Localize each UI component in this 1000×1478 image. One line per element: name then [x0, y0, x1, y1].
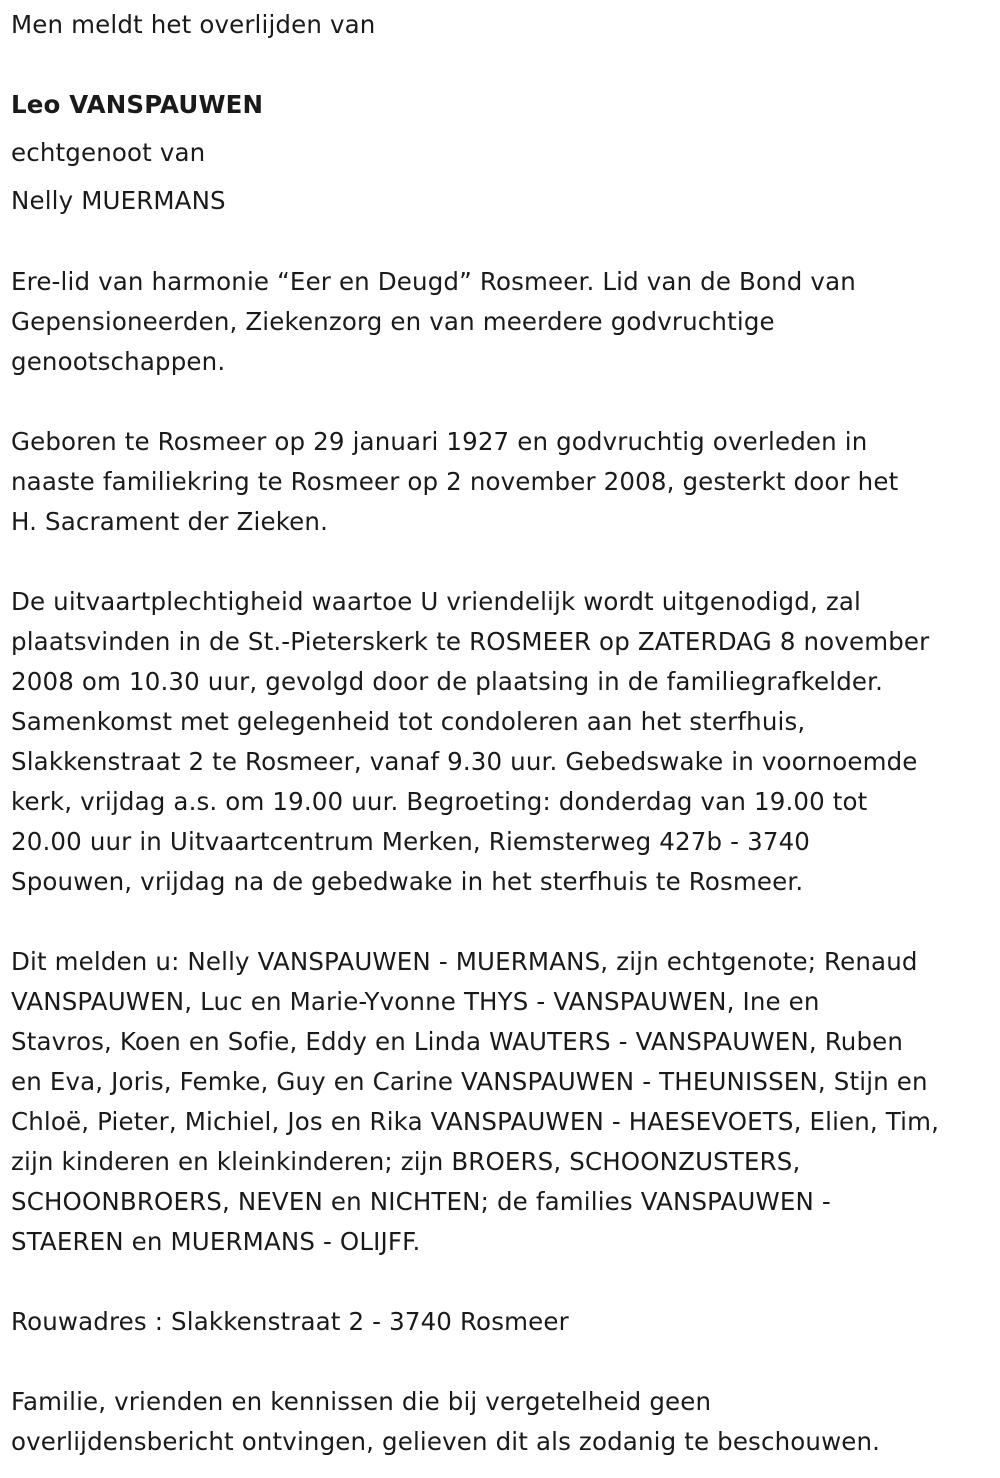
spouse-name: Nelly MUERMANS: [11, 186, 226, 215]
paragraph-line: De uitvaartplechtigheid waartoe U vriendelijk wordt uitgenodigd, zal: [11, 587, 861, 616]
paragraph-line: 2008 om 10.30 uur, gevolgd door de plaatsing in de familiegrafkelder.: [11, 667, 884, 696]
deceased-name: [11, 85, 993, 125]
announcement-header: [11, 5, 993, 221]
paragraph-line: en Eva, Joris, Femke, Guy en Carine VANSPAUWEN - THEUNISSEN, Stijn en: [11, 1067, 928, 1096]
spouse-relation: echtgenoot van: [11, 138, 206, 167]
paragraph-line: SCHOONBROERS, NEVEN en NICHTEN; de families VANSPAUWEN -: [11, 1187, 831, 1216]
paragraph-line: Gepensioneerden, Ziekenzorg en van meerdere godvruchtige: [11, 307, 775, 336]
paragraph-address: [11, 1302, 993, 1342]
paragraph-line: H. Sacrament der Zieken.: [11, 507, 329, 536]
paragraph-line: Ere-lid van harmonie “Eer en Deugd” Rosmeer. Lid van de Bond van: [11, 267, 856, 296]
paragraph-line: VANSPAUWEN, Luc en Marie-Yvonne THYS - VANSPAUWEN, Ine en: [11, 987, 820, 1016]
paragraph-line: Samenkomst met gelegenheid tot condoleren aan het sterfhuis,: [11, 707, 806, 736]
paragraph-line: STAEREN en MUERMANS - OLIJFF.: [11, 1227, 421, 1256]
paragraph-closing: [11, 1382, 993, 1462]
paragraph-line: Spouwen, vrijdag na de gebedwake in het sterfhuis te Rosmeer.: [11, 867, 804, 896]
paragraph-line: naaste familiekring te Rosmeer op 2 november 2008, gesterkt door het: [11, 467, 899, 496]
paragraph-birth-death: [11, 422, 993, 542]
paragraph-line: Stavros, Koen en Sofie, Eddy en Linda WAUTERS - VANSPAUWEN, Ruben: [11, 1027, 904, 1056]
paragraph-funeral: [11, 582, 993, 902]
intro-text: Men meldt het overlijden van: [11, 10, 376, 39]
paragraph-line: 20.00 uur in Uitvaartcentrum Merken, Riemsterweg 427b - 3740: [11, 827, 811, 856]
paragraph-line: plaatsvinden in de St.-Pieterskerk te ROSMEER op ZATERDAG 8 november: [11, 627, 930, 656]
paragraph-line: Familie, vrienden en kennissen die bij vergetelheid geen: [11, 1387, 712, 1416]
paragraph-line: Dit melden u: Nelly VANSPAUWEN - MUERMANS, zijn echtgenote; Renaud: [11, 947, 918, 976]
deceased-name-text: Leo VANSPAUWEN: [11, 90, 264, 119]
paragraph-line: Chloë, Pieter, Michiel, Jos en Rika VANSPAUWEN - HAESEVOETS, Elien, Tim,: [11, 1107, 940, 1136]
paragraph-line: overlijdensbericht ontvingen, gelieven dit als zodanig te beschouwen.: [11, 1427, 881, 1456]
paragraph-memberships: [11, 262, 993, 382]
paragraph-line: zijn kinderen en kleinkinderen; zijn BROERS, SCHOONZUSTERS,: [11, 1147, 801, 1176]
paragraph-line: Rouwadres : Slakkenstraat 2 - 3740 Rosmeer: [11, 1307, 569, 1336]
paragraph-line: Slakkenstraat 2 te Rosmeer, vanaf 9.30 uur. Gebedswake in voornoemde: [11, 747, 918, 776]
paragraph-line: kerk, vrijdag a.s. om 19.00 uur. Begroeting: donderdag van 19.00 tot: [11, 787, 868, 816]
paragraph-family: [11, 942, 993, 1262]
paragraph-line: Geboren te Rosmeer op 29 januari 1927 en godvruchtig overleden in: [11, 427, 868, 456]
paragraph-line: genootschappen.: [11, 347, 226, 376]
